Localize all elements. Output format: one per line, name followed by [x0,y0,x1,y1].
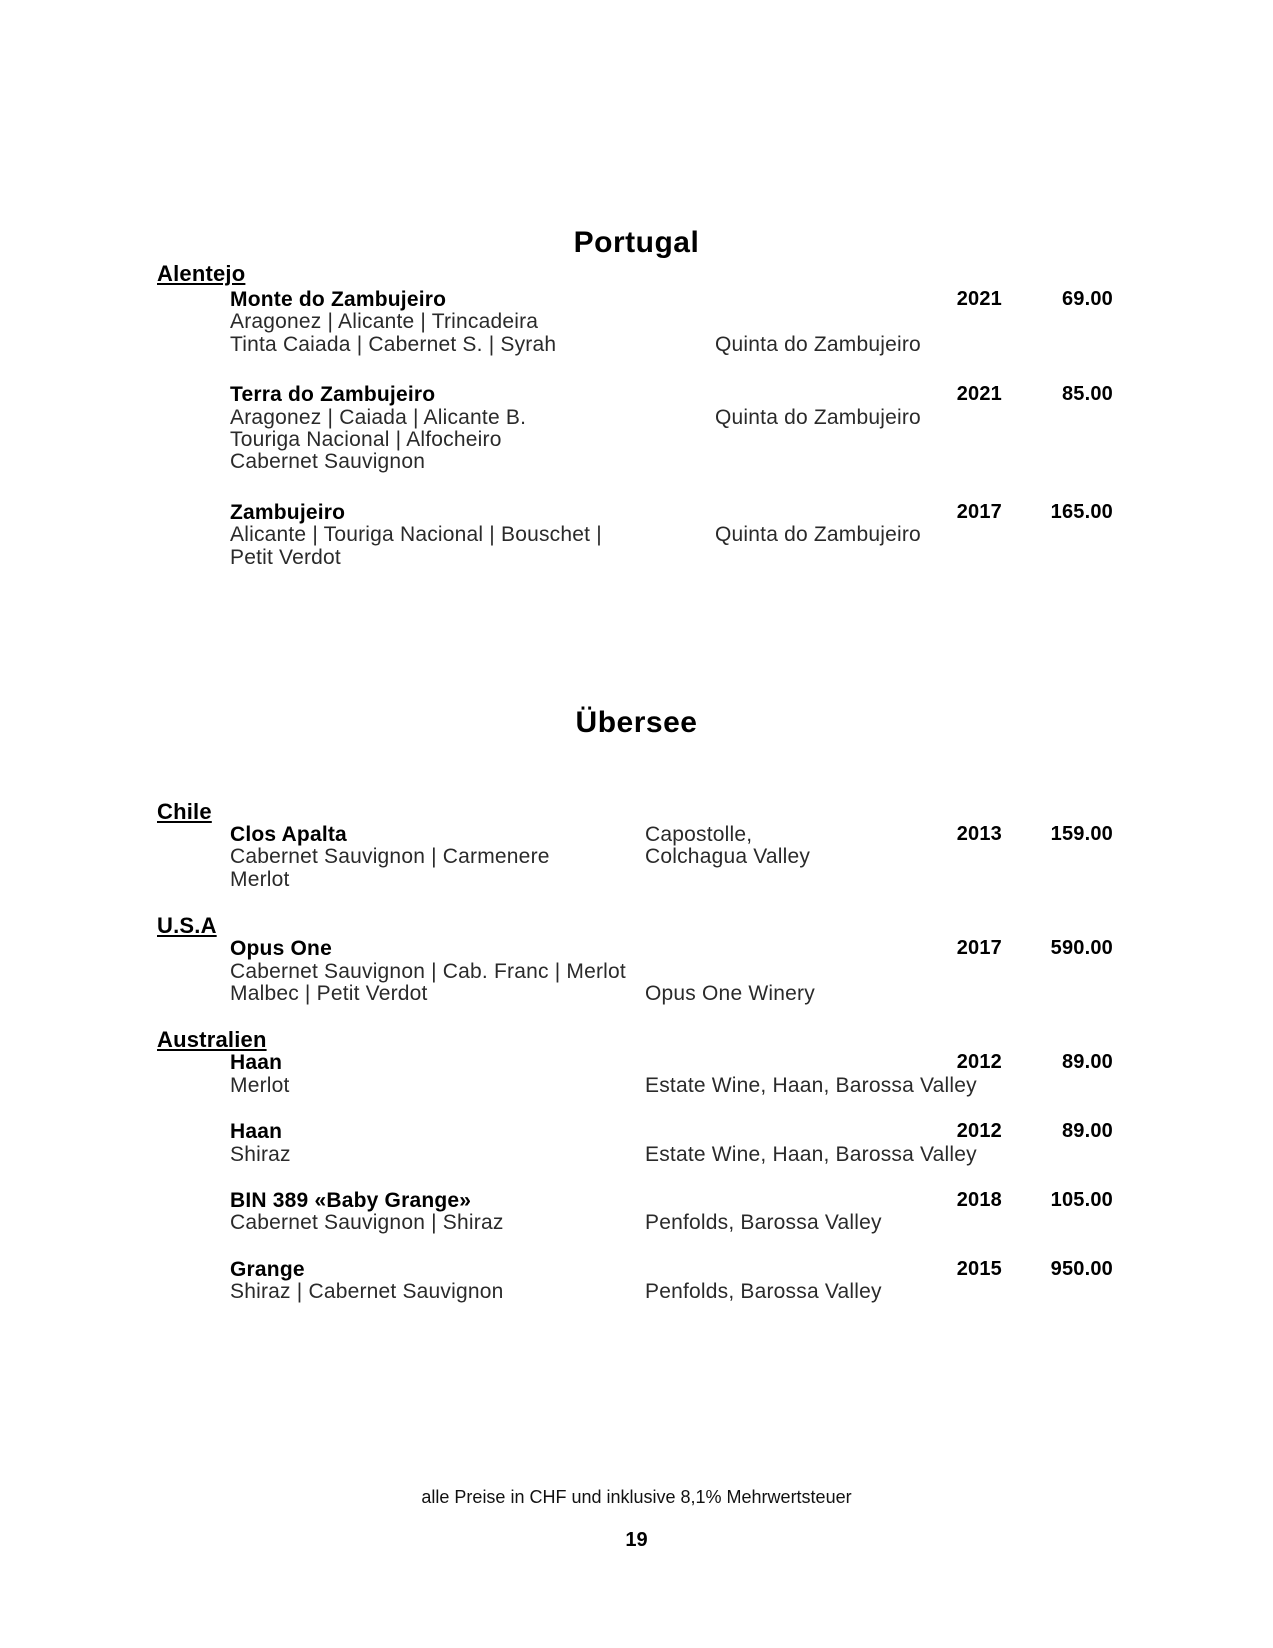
vintage: 2015 [956,1257,1002,1280]
wine-title-row [0,501,1273,523]
wine-title-row [0,383,1273,405]
grape-varieties: Merlot [230,1073,290,1097]
wine-detail-row [0,845,1273,867]
wine-detail-row [0,523,1273,545]
wine-detail-row [0,450,1273,472]
producer: Estate Wine, Haan, Barossa Valley [645,1142,977,1166]
vintage: 2021 [956,383,1002,406]
grape-varieties: Shiraz | Cabernet Sauvignon [230,1280,504,1304]
price: 69.00 [1061,288,1113,310]
wine-name: Zambujeiro [230,500,346,524]
wine-entry [0,1051,1273,1096]
producer: Penfolds, Barossa Valley [645,1280,882,1304]
region-australien [0,1028,1273,1302]
vintage: 2012 [956,1051,1002,1074]
section-title: Portugal [573,226,700,259]
wine-detail-row [0,406,1273,428]
grape-varieties: Malbec | Petit Verdot [230,981,428,1005]
region-chile [0,800,1273,890]
wine-name: Haan [230,1051,283,1075]
wine-title-row [0,1051,1273,1073]
grape-varieties: Aragonez | Alicante | Trincadeira [230,310,539,334]
wine-title-row [0,1120,1273,1142]
wine-entry [0,1258,1273,1303]
producer: Penfolds, Barossa Valley [645,1211,882,1235]
wine-title-row [0,288,1273,310]
grape-varieties: Touriga Nacional | Alfocheiro [230,427,502,451]
vintage: 2013 [956,823,1002,845]
wine-entry [0,288,1273,355]
producer: Opus One Winery [645,981,815,1005]
section-bersee [0,706,1273,1326]
price: 165.00 [1050,500,1113,523]
wine-detail-row [0,982,1273,1004]
wine-name: Grange [230,1257,305,1281]
vintage: 2021 [956,288,1002,310]
page-number: 19 [625,1529,648,1551]
wine-detail-row [0,546,1273,568]
producer: Quinta do Zambujeiro [715,523,921,547]
wine-title-row [0,1258,1273,1280]
wine-detail-row [0,1074,1273,1096]
wine-title-row [0,823,1273,845]
vintage: 2017 [956,937,1002,960]
producer: Capostolle, [645,823,753,846]
wine-title-row [0,1189,1273,1211]
wine-entry [0,937,1273,1004]
producer: Quinta do Zambujeiro [715,405,921,429]
wine-entry [0,383,1273,473]
wine-name: Clos Apalta [230,823,347,846]
price: 950.00 [1050,1257,1113,1280]
footer-note: alle Preise in CHF und inklusive 8,1% Mehrwertsteuer [421,1487,852,1507]
region-header: Alentejo [157,261,246,286]
producer: Quinta do Zambujeiro [715,332,921,356]
wine-detail-row [0,333,1273,355]
wine-detail-row [0,428,1273,450]
price: 89.00 [1061,1120,1113,1143]
wine-name: Haan [230,1120,283,1144]
region-alentejo [0,262,1273,568]
grape-varieties: Cabernet Sauvignon | Shiraz [230,1211,504,1235]
producer: Estate Wine, Haan, Barossa Valley [645,1073,977,1097]
region-u-s-a [0,914,1273,1004]
grape-varieties: Shiraz [230,1142,291,1166]
grape-varieties: Alicante | Touriga Nacional | Bouschet | [230,523,602,547]
wine-title-row [0,937,1273,959]
wine-entry [0,501,1273,568]
price: 89.00 [1061,1051,1113,1074]
section-portugal [0,226,1273,596]
wine-detail-row [0,310,1273,332]
wine-detail-row [0,1280,1273,1302]
price: 105.00 [1050,1188,1113,1211]
grape-varieties: Cabernet Sauvignon [230,450,426,474]
price: 590.00 [1050,937,1113,960]
wine-name: Terra do Zambujeiro [230,383,436,407]
region-header: Chile [157,799,212,824]
section-title: Übersee [575,706,698,739]
wine-name: Opus One [230,937,332,961]
grape-varieties: Tinta Caiada | Cabernet S. | Syrah [230,332,557,356]
price: 85.00 [1061,383,1113,406]
wine-name: BIN 389 «Baby Grange» [230,1188,472,1212]
wine-detail-row [0,960,1273,982]
wine-entry [0,1120,1273,1165]
grape-varieties: Petit Verdot [230,545,341,569]
vintage: 2018 [956,1188,1002,1211]
wine-name: Monte do Zambujeiro [230,288,447,311]
vintage: 2012 [956,1120,1002,1143]
wine-detail-row [0,1211,1273,1233]
region-header: U.S.A [157,913,217,939]
wine-detail-row [0,868,1273,890]
grape-varieties: Aragonez | Caiada | Alicante B. [230,405,527,429]
region-header: Australien [157,1027,267,1053]
wine-entry [0,823,1273,890]
grape-varieties: Merlot [230,867,290,891]
wine-entry [0,1189,1273,1234]
grape-varieties: Cabernet Sauvignon | Cab. Franc | Merlot [230,959,626,983]
producer: Colchagua Valley [645,845,811,869]
wine-detail-row [0,1143,1273,1165]
grape-varieties: Cabernet Sauvignon | Carmenere [230,845,550,869]
price: 159.00 [1050,823,1113,845]
vintage: 2017 [956,500,1002,523]
